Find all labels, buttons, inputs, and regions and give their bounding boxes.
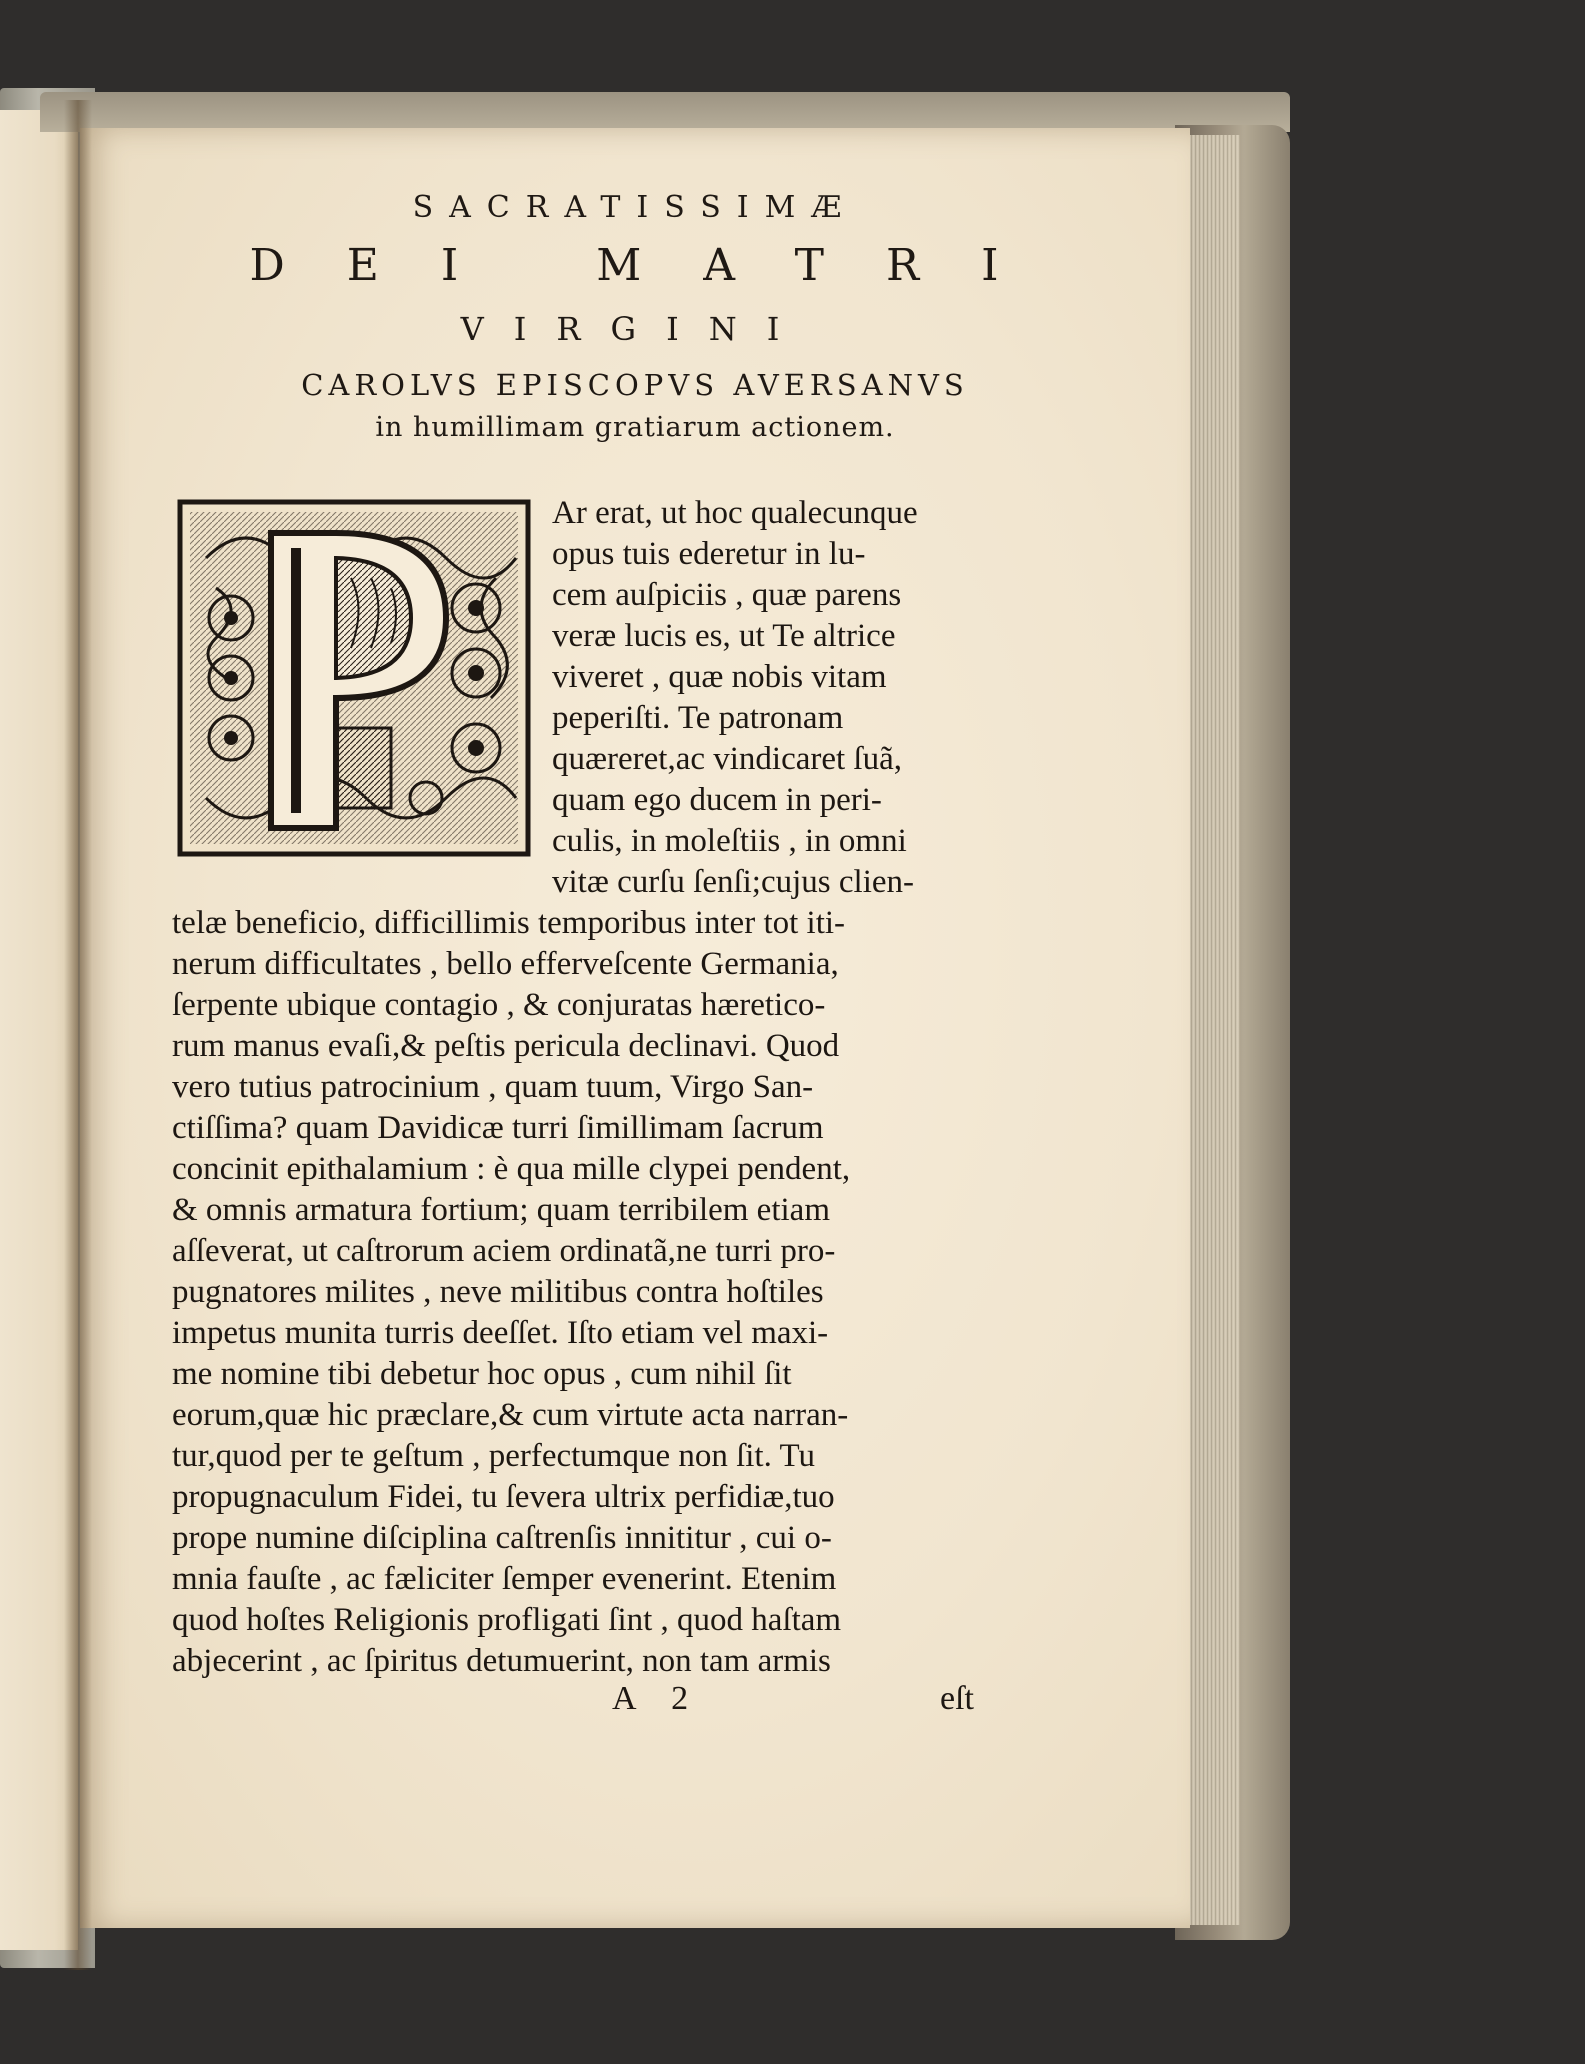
text-line: & omnis armatura fortium; quam terribilem etiam: [172, 1192, 830, 1228]
text-line: vero tutius patrocinium , quam tuum, Virgo San-: [172, 1069, 814, 1105]
text-line: cem auſpiciis , quæ parens: [552, 577, 902, 613]
text-line: pugnatores milites , neve militibus contra hoſtiles: [172, 1274, 824, 1310]
heading-dei-matri: DEI MATRI: [249, 240, 1061, 291]
heading-dedication: SACRATISSIMÆ: [412, 190, 858, 225]
text-line: eorum,quæ hic præclare,& cum virtute acta narran-: [172, 1397, 849, 1433]
text-line: tur,quod per te geſtum , perfectumque non ſit. Tu: [172, 1438, 816, 1474]
text-line: rum manus evaſi,& peſtis pericula declinavi. Quod: [172, 1028, 840, 1064]
ornament-icon: [176, 498, 532, 858]
text-line: concinit epithalamium : è qua mille clypei pendent,: [172, 1151, 851, 1187]
text-line: prope numine diſciplina caſtrenſis innititur , cui o-: [172, 1520, 832, 1556]
catchword: eſt: [940, 1680, 974, 1717]
text-line: ſerpente ubique contagio , & conjuratas hæretico-: [172, 987, 826, 1023]
text-line: peperiſti. Te patronam: [552, 700, 844, 736]
text-line: propugnaculum Fidei, tu ſevera ultrix perfidiæ,tuo: [172, 1479, 835, 1515]
decorated-initial: [176, 498, 532, 858]
text-line: opus tuis ederetur in lu-: [552, 536, 866, 572]
text-line: abjecerint , ac ſpiritus detumuerint, non tam armis: [172, 1643, 831, 1679]
text-line: nerum difficultates , bello efferveſcente Germania,: [172, 946, 839, 982]
signature-mark: A 2: [612, 1680, 703, 1717]
text-line: vitæ curſu ſenſi;cujus clien-: [552, 864, 915, 900]
text-line: Ar erat, ut hoc qualecunque: [552, 495, 918, 531]
heading-author: CAROLVS EPISCOPVS AVERSANVS: [301, 368, 969, 402]
text-line: me nomine tibi debetur hoc opus , cum nihil ſit: [172, 1356, 792, 1392]
top-board: [40, 92, 1290, 132]
text-line: quod hoſtes Religionis profligati ſint , quod haſtam: [172, 1602, 842, 1638]
text-line: veræ lucis es, ut Te altrice: [552, 618, 896, 654]
text-line: quam ego ducem in peri-: [552, 782, 882, 818]
text-line: aſſeverat, ut caſtrorum aciem ordinatã,ne turri pro-: [172, 1233, 836, 1269]
text-line: telæ beneficio, difficillimis temporibus inter tot iti-: [172, 905, 846, 941]
heading-virgini: VIRGINI: [460, 310, 810, 348]
text-line: ctiſſima? quam Davidicæ turri ſimillimam ſacrum: [172, 1110, 824, 1146]
text-line: impetus munita turris deeſſet. Iſto etiam vel maxi-: [172, 1315, 829, 1351]
text-line: culis, in moleſtiis , in omni: [552, 823, 907, 859]
text-line: viveret , quæ nobis vitam: [552, 659, 887, 695]
text-line: quæreret,ac vindicaret ſuã,: [552, 741, 902, 777]
text-line: mnia fauſte , ac fæliciter ſemper evenerint. Etenim: [172, 1561, 837, 1597]
heading-purpose: in humillimam gratiarum actionem.: [375, 412, 895, 443]
